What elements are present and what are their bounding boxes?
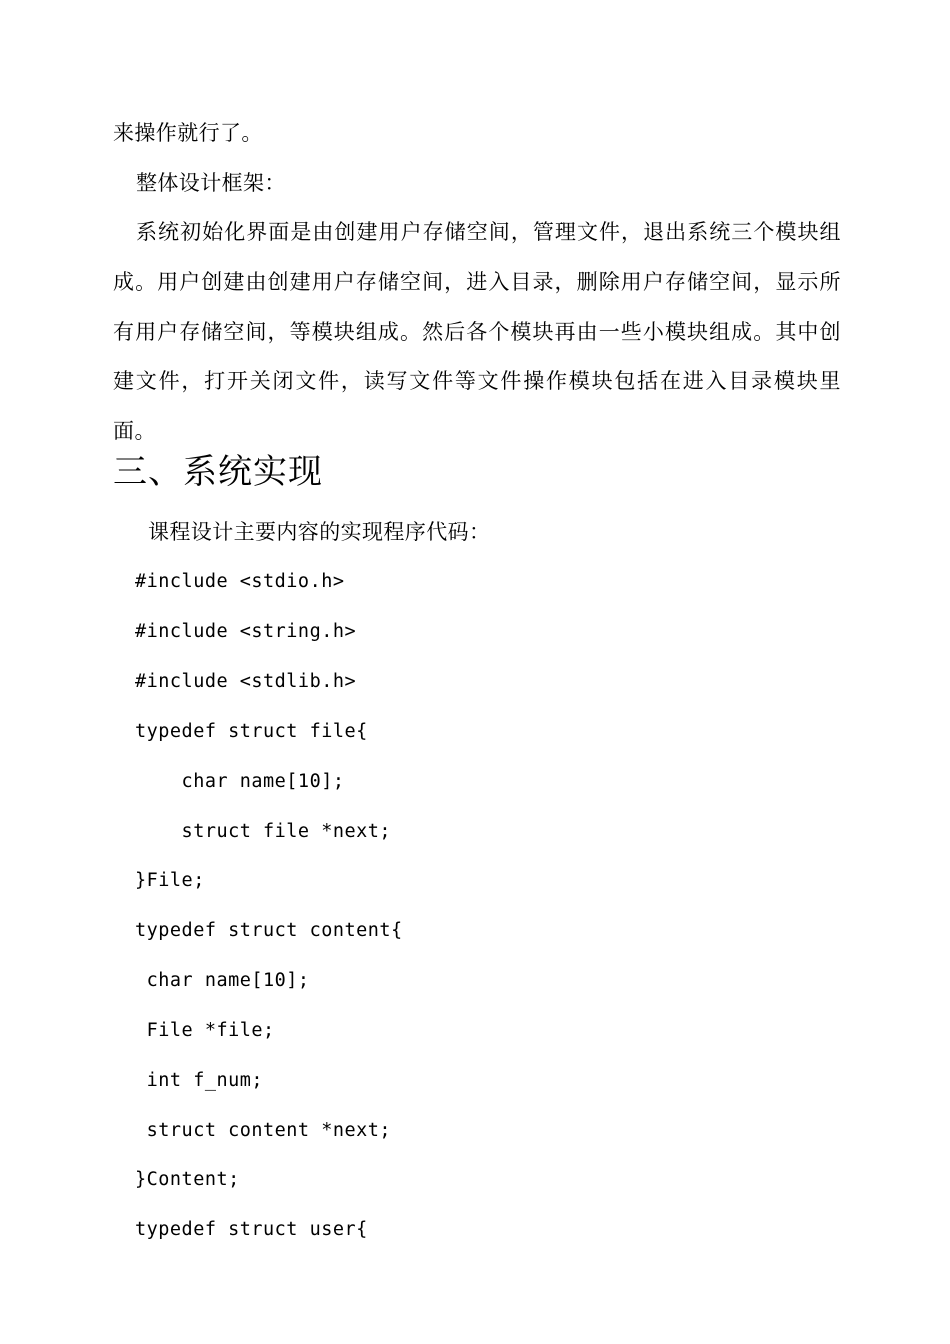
code-line: File *file; (135, 1020, 275, 1041)
code-line: }File; (135, 870, 205, 891)
continuation-text: 来操作就行了。 (113, 121, 263, 145)
code-line: char name[10]; (135, 771, 345, 792)
code-line: struct content *next; (135, 1120, 392, 1141)
code-line: #include <stdlib.h> (135, 671, 357, 692)
code-line: typedef struct file{ (135, 721, 368, 742)
code-line: struct file *next; (135, 821, 392, 842)
code-line: #include <stdio.h> (135, 571, 345, 592)
framework-paragraph: 系统初始化界面是由创建用户存储空间，管理文件，退出系统三个模块组成。用户创建由创建用户存储空间，进入目录，删除用户存储空间，显示所有用户存储空间，等模块组成。然后各个模块再由一些小模块组成。其中创建文件，打开关闭文件，读写文件等文件操作模块包括在进入目录模块里面。 (113, 220, 841, 444)
code-intro: 课程设计主要内容的实现程序代码： (148, 520, 491, 544)
code-line: char name[10]; (135, 970, 310, 991)
code-line: typedef struct content{ (135, 920, 403, 941)
section-heading: 三、系统实现 (113, 452, 323, 492)
code-line: }Content; (135, 1169, 240, 1190)
code-line: #include <string.h> (135, 621, 357, 642)
framework-label: 整体设计框架： (136, 171, 286, 195)
code-line: typedef struct user{ (135, 1219, 368, 1240)
code-line: int f_num; (135, 1070, 264, 1091)
